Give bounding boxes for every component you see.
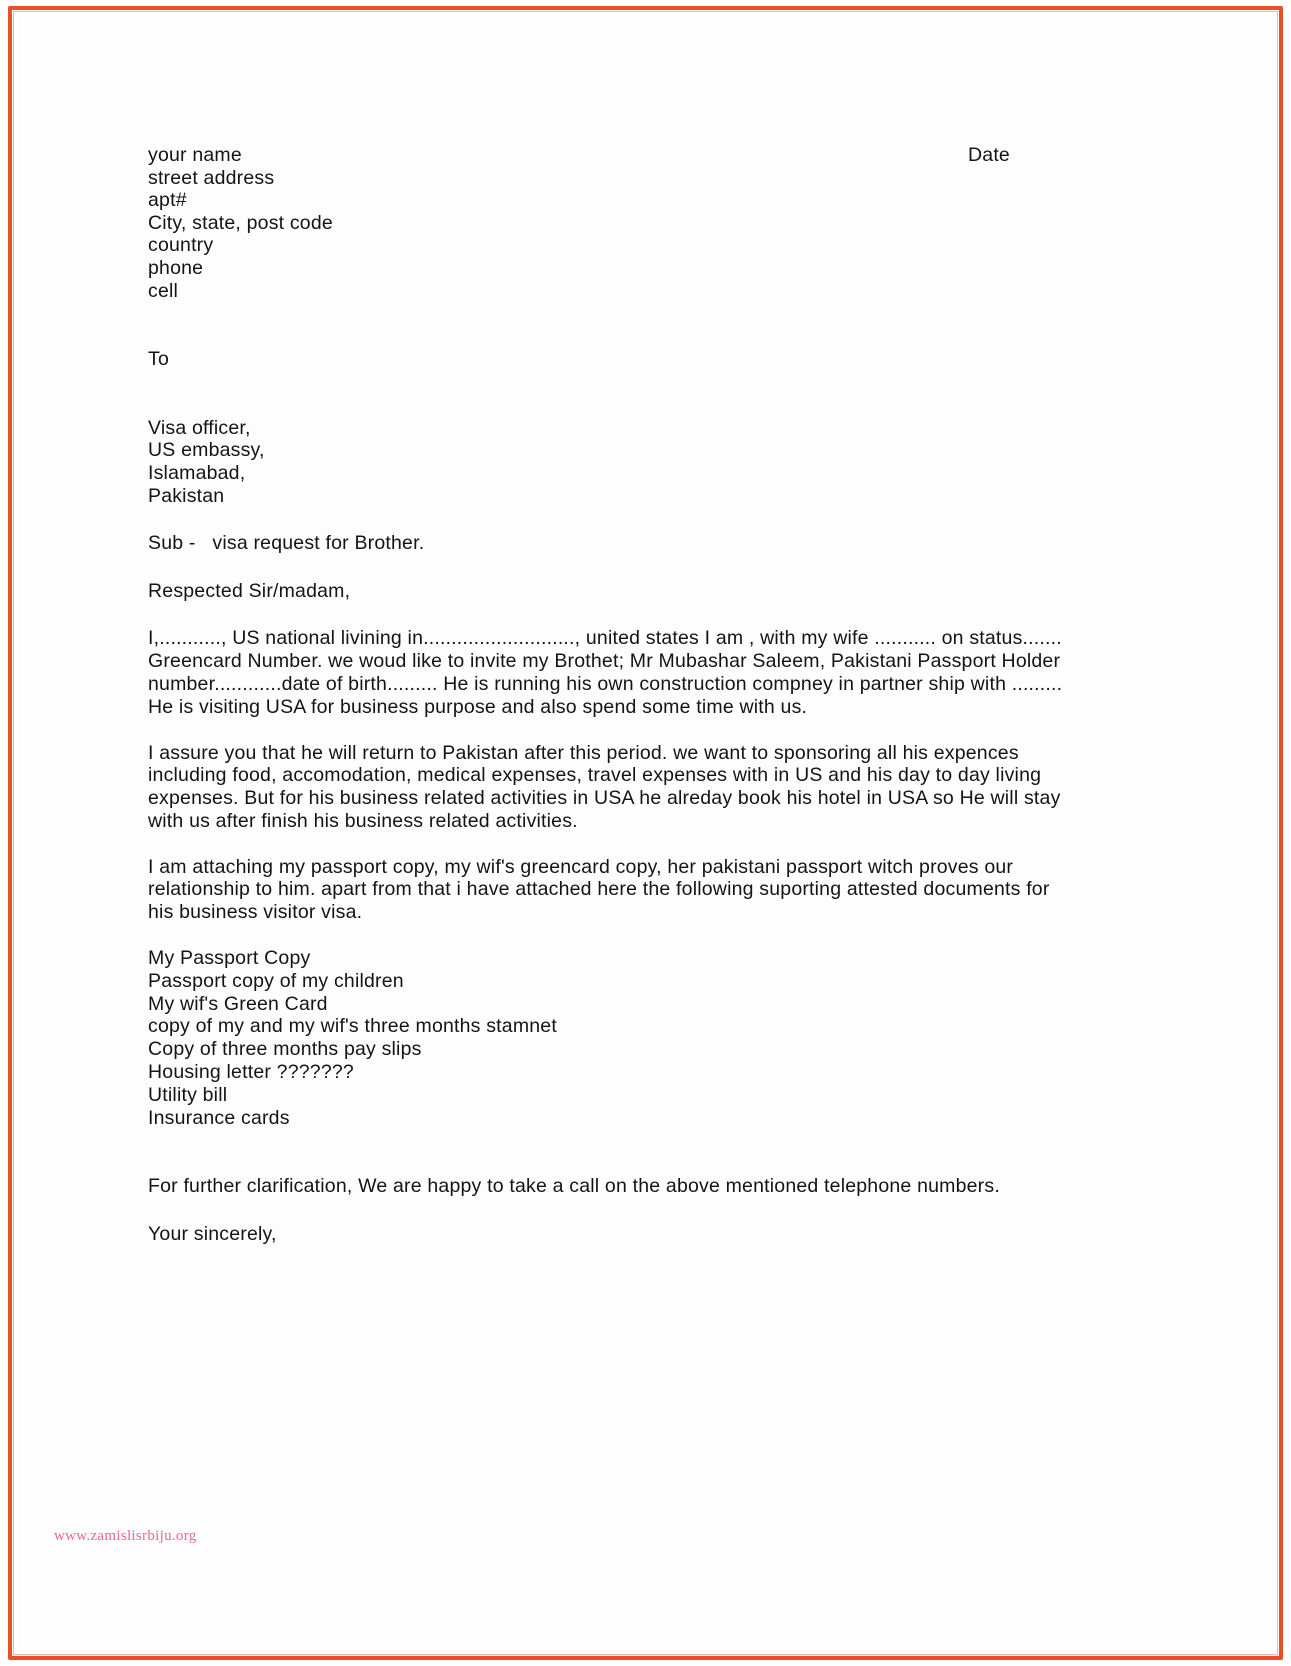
body-paragraph-1: I,..........., US national livining in..........................., united states I am , with my wife ........... on status....... Greencard Number. we woud like to invite my Brothet; Mr Mubashar Saleem, Pakistani Passport Holder number............date of birth......... He is running his own construction compney in partner ship with ......... He is visiting USA for business purpose and also spend some time with us.: [148, 627, 1063, 718]
recipient-block: [148, 417, 1078, 507]
attachments-list: [148, 947, 1078, 1129]
clarification-line: For further clarification, We are happy to take a call on the above mentioned telephone numbers.: [148, 1175, 1000, 1198]
list-item: copy of my and my wif's three months stamnet: [148, 1015, 557, 1038]
sender-line: street address: [148, 166, 275, 189]
list-item: My wif's Green Card: [148, 992, 328, 1015]
date-label: Date: [968, 144, 1010, 166]
sender-line: phone: [148, 256, 204, 279]
list-item: My Passport Copy: [148, 947, 311, 970]
recipient-line: Islamabad,: [148, 461, 246, 484]
sender-line: country: [148, 234, 214, 257]
list-item: Insurance cards: [148, 1106, 290, 1129]
recipient-line: US embassy,: [148, 439, 265, 462]
letter-body: [148, 144, 1078, 1246]
sender-block: [148, 144, 1078, 302]
sender-line: City, state, post code: [148, 211, 333, 234]
sign-off: Your sincerely,: [148, 1223, 277, 1246]
list-item: Housing letter ???????: [148, 1061, 354, 1084]
sender-line: your name: [148, 144, 242, 166]
salutation: Respected Sir/madam,: [148, 579, 351, 602]
site-watermark: www.zamislisrbiju.org: [54, 1528, 197, 1544]
list-item: Utility bill: [148, 1083, 228, 1106]
body-paragraph-3: I am attaching my passport copy, my wif's greencard copy, her pakistani passport witch proves our relationship to him. apart from that i have attached here the following suporting attested documents for his business visitor visa.: [148, 855, 1050, 924]
sender-line: cell: [148, 279, 179, 302]
to-label: To: [148, 348, 169, 371]
body-paragraph-2: I assure you that he will return to Pakistan after this period. we want to sponsoring all his expences including food, accomodation, medical expenses, travel expenses with in US and his day to day living expenses. But for his business related activities in USA he alreday book his hotel in USA so He will stay with us after finish his business related activities.: [148, 741, 1061, 832]
letter-paper: [18, 16, 1273, 1650]
list-item: Passport copy of my children: [148, 969, 404, 992]
recipient-line: Pakistan: [148, 484, 225, 507]
recipient-line: Visa officer,: [148, 416, 251, 439]
list-item: Copy of three months pay slips: [148, 1038, 422, 1061]
sender-line: apt#: [148, 189, 187, 212]
subject-line: Sub - visa request for Brother.: [148, 532, 425, 555]
